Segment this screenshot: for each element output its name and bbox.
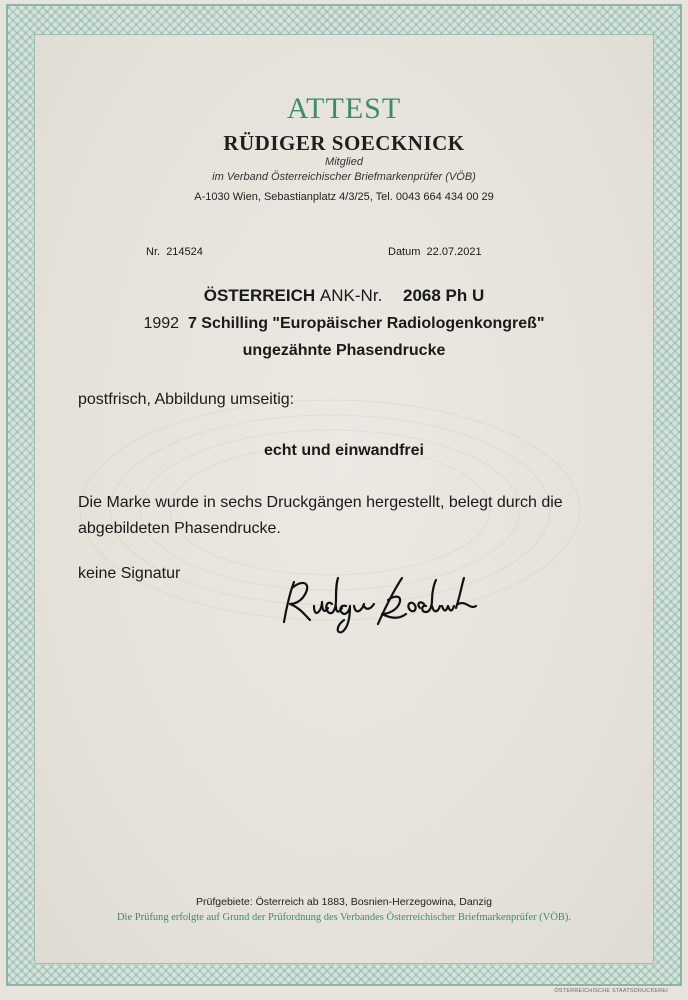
address-line: A-1030 Wien, Sebastianplatz 4/3/25, Tel. 0043 664 434 00 29: [194, 191, 494, 203]
handwritten-signature: [270, 570, 490, 636]
date-value: 22.07.2021: [426, 246, 482, 258]
document-title: ATTEST: [286, 92, 402, 125]
item-catalog-line: [0, 286, 688, 306]
item-description: 7 Schilling "Europäischer Radiologenkongreß": [187, 315, 545, 332]
item-description-line: [0, 315, 688, 333]
catalog-number: 2068 Ph U: [403, 286, 485, 305]
remark-text: Die Marke wurde in sechs Druckgängen hergestellt, belegt durch die abgebildeten Phasendrucke.: [78, 494, 563, 537]
condition-text: postfrisch, Abbildung umseitig:: [78, 391, 295, 408]
ank-label: ANK-Nr.: [319, 286, 383, 305]
nr-label: Nr.: [146, 246, 161, 258]
examination-scope: Prüfgebiete: Österreich ab 1883, Bosnien-Herzegowina, Danzig: [196, 896, 492, 908]
signature-note: keine Signatur: [78, 565, 181, 582]
member-label: Mitglied: [325, 156, 363, 168]
item-variety: ungezähnte Phasendrucke: [242, 342, 446, 359]
examiner-name: RÜDIGER SOECKNICK: [223, 131, 465, 155]
date-label: Datum: [388, 246, 421, 258]
item-year: 1992: [143, 315, 180, 332]
item-country: ÖSTERREICH: [203, 286, 316, 305]
certificate-number: [146, 246, 203, 258]
examination-regulation: Die Prüfung erfolgte auf Grund der Prüfordnung des Verbandes Österreichischer Briefmarkenprüfer (VÖB).: [116, 912, 572, 923]
certificate-date: [388, 246, 482, 258]
nr-value: 214524: [166, 246, 203, 258]
printer-imprint: ÖSTERREICHISCHE STAATSDRUCKEREI: [554, 988, 668, 994]
association-line: im Verband Österreichischer Briefmarkenprüfer (VÖB): [212, 171, 476, 183]
verdict-text: echt und einwandfrei: [263, 442, 424, 459]
